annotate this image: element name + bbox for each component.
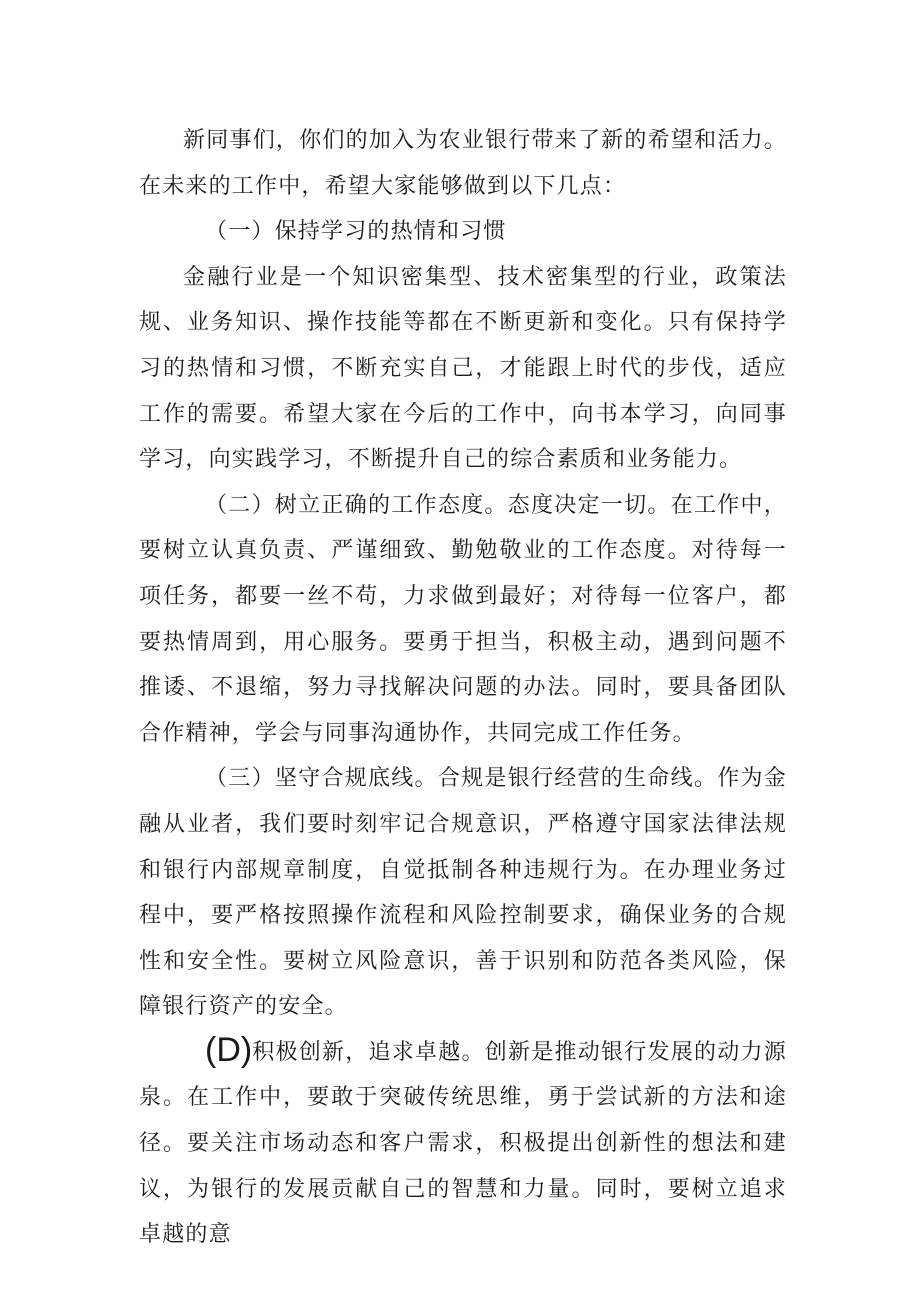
section-4-text: 积极创新，追求卓越。创新是推动银行发展的动力源泉。在工作中，要敢于突破传统思维，勇于尝试新的方法和途径。要关注市场动态和客户需求，积极提出创新性的想法和建议，为银行的发展贡献自己的智慧和力量。同时，要树立追求卓越的意 (139, 1039, 787, 1248)
section-1-heading: （一）保持学习的热情和习惯 (205, 219, 507, 245)
document-body (139, 118, 787, 1258)
section-1-paragraph: 金融行业是一个知识密集型、技术密集型的行业，政策法规、业务知识、操作技能等都在不断更新和变化。只有保持学习的热情和习惯，不断充实自己，才能跟上时代的步伐，适应工作的需要。希望大家在今后的工作中，向书本学习，向同事学习，向实践学习，不断提升自己的综合素质和业务能力。 (139, 264, 787, 473)
section-2-paragraph: （二）树立正确的工作态度。态度决定一切。在工作中，要树立认真负责、严谨细致、勤勉敬业的工作态度。对待每一项任务，都要一丝不苟，力求做到最好；对待每一位客户，都要热情周到，用心服务。要勇于担当，积极主动，遇到问题不推诿、不退缩，努力寻找解决问题的办法。同时，要具备团队合作精神，学会与同事沟通协作，共同完成工作任务。 (139, 492, 787, 746)
intro-paragraph: 新同事们，你们的加入为农业银行带来了新的希望和活力。在未来的工作中，希望大家能够做到以下几点： (139, 128, 787, 199)
section-4-marker: (D) (205, 1030, 253, 1069)
section-3-paragraph: （三）坚守合规底线。合规是银行经营的生命线。作为金融从业者，我们要时刻牢记合规意识，严格遵守国家法律法规和银行内部规章制度，自觉抵制各种违规行为。在办理业务过程中，要严格按照操作流程和风险控制要求，确保业务的合规性和安全性。要树立风险意识，善于识别和防范各类风险，保障银行资产的安全。 (139, 766, 787, 1020)
section-4-paragraph (139, 1030, 787, 1258)
